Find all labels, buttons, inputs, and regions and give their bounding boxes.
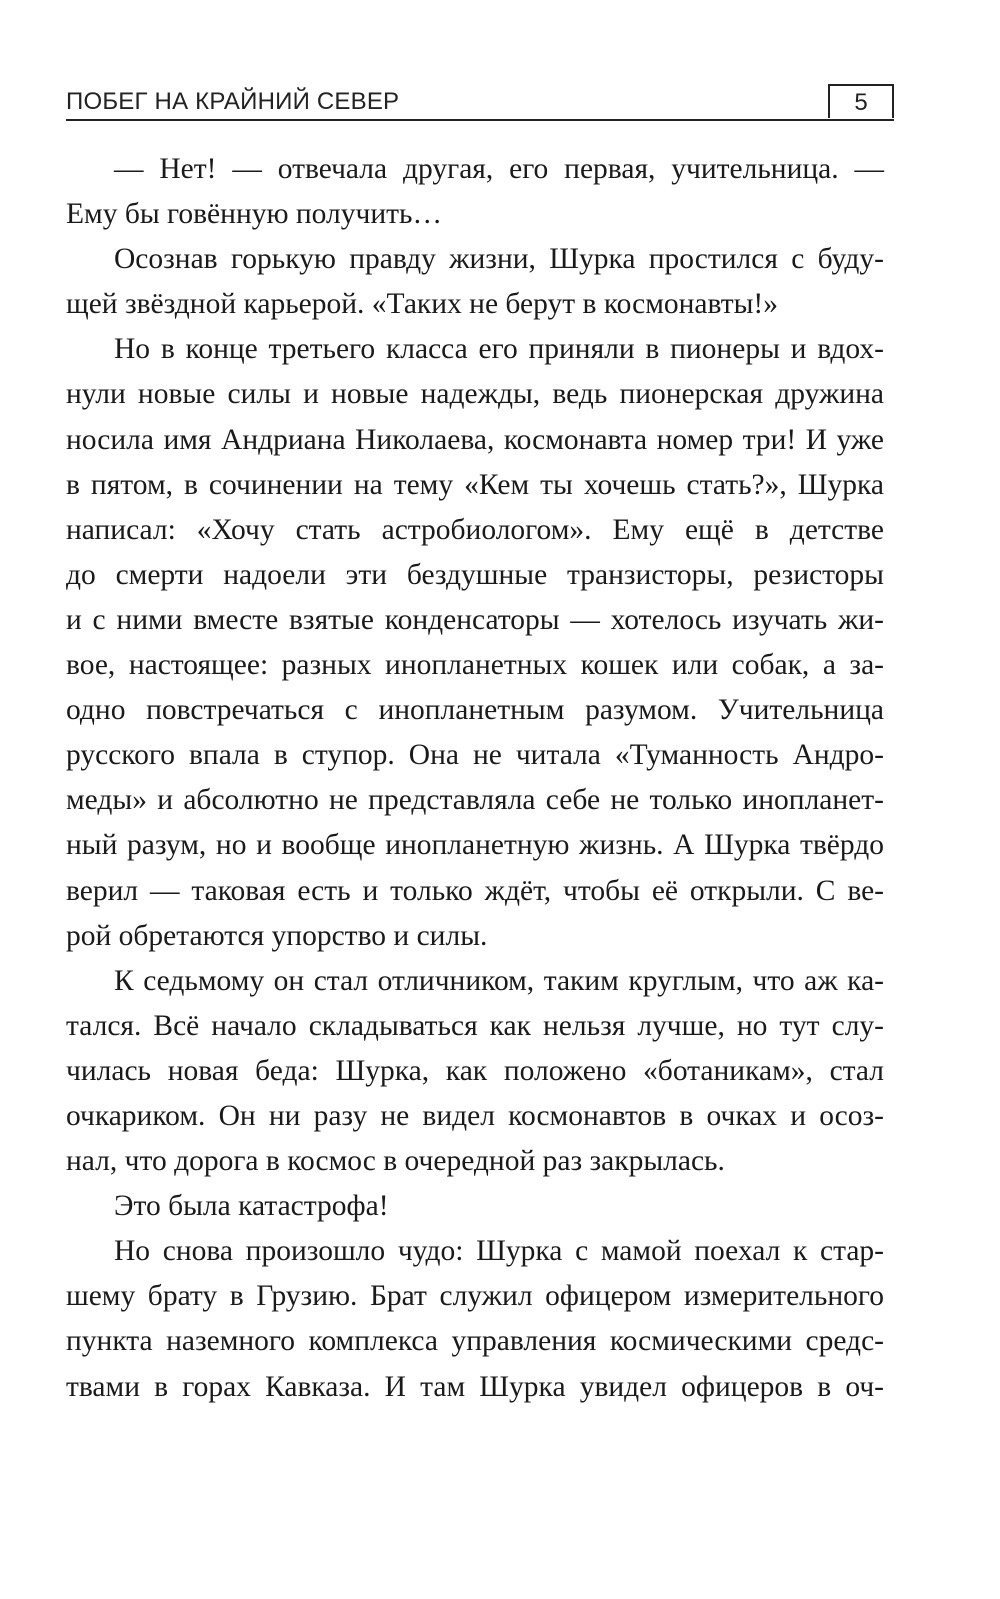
text-line: шему брату в Грузию. Брат служил офицером измерительного bbox=[66, 1280, 884, 1313]
text-line: — Нет! — отвечала другая, его первая, учительница. — bbox=[114, 153, 884, 185]
paragraph bbox=[66, 237, 884, 327]
text-line: ный разум, но и вообще инопланетную жизнь. А Шурка твёрдо bbox=[66, 829, 884, 862]
text-line: и с ними вместе взятые конденсаторы — хотелось изучать жи- bbox=[66, 603, 884, 636]
text-line: одно повстречаться с инопланетным разумом. Учительница bbox=[66, 694, 884, 727]
paragraph bbox=[66, 959, 884, 1184]
text-line: нал, что дорога в космос в очередной раз закрылась. bbox=[66, 1145, 725, 1178]
paragraph bbox=[66, 327, 884, 958]
running-header bbox=[66, 84, 894, 124]
text-line: в пятом, в сочинении на тему «Кем ты хочешь стать?», Шурка bbox=[66, 468, 884, 501]
text-line: чилась новая беда: Шурка, как положено «ботаникам», стал bbox=[66, 1054, 884, 1087]
text-line: рой обретаются упорство и силы. bbox=[66, 919, 488, 952]
text-line: Осознав горькую правду жизни, Шурка простился с буду- bbox=[114, 243, 884, 276]
text-line: русского впала в ступор. Она не читала «Туманность Андро- bbox=[66, 739, 884, 772]
text-line: К седьмому он стал отличником, таким круглым, что аж ка- bbox=[114, 964, 884, 997]
text-line: очкариком. Он ни разу не видел космонавтов в очках и осоз- bbox=[66, 1099, 884, 1132]
text-line: верил — таковая есть и только ждёт, чтобы её открыли. С ве- bbox=[66, 874, 884, 907]
text-line: меды» и абсолютно не представляла себе не только инопланет- bbox=[66, 784, 884, 817]
paragraph bbox=[66, 1184, 884, 1229]
text-line: Это была катастрофа! bbox=[114, 1190, 389, 1223]
text-line: Но снова произошло чудо: Шурка с мамой поехал к стар- bbox=[114, 1235, 884, 1268]
text-line: нули новые силы и новые надежды, ведь пионерская дружина bbox=[66, 378, 884, 411]
body-text bbox=[66, 147, 884, 1410]
text-line: тался. Всё начало складываться как нельзя лучше, но тут слу- bbox=[66, 1009, 884, 1042]
header-rule bbox=[66, 119, 894, 121]
running-title: ПОБЕГ НА КРАЙНИЙ СЕВЕР bbox=[66, 88, 400, 115]
text-line: Ему бы говённую получить… bbox=[66, 198, 442, 231]
paragraph bbox=[66, 1229, 884, 1409]
text-line: твами в горах Кавказа. И там Шурка увидел офицеров в оч- bbox=[66, 1370, 884, 1403]
text-line: написал: «Хочу стать астробиологом». Ему ещё в детстве bbox=[66, 513, 884, 546]
text-line: пункта наземного комплекса управления космическими средс- bbox=[66, 1325, 884, 1358]
text-line: щей звёздной карьерой. «Таких не берут в космонавты!» bbox=[66, 288, 779, 321]
page-number: 5 bbox=[828, 84, 894, 118]
text-line: до смерти надоели эти бездушные транзисторы, резисторы bbox=[66, 558, 884, 591]
text-line: вое, настоящее: разных инопланетных кошек или собак, а за- bbox=[66, 649, 884, 682]
text-line: Но в конце третьего класса его приняли в пионеры и вдох- bbox=[114, 333, 884, 366]
text-line: носила имя Андриана Николаева, космонавта номер три! И уже bbox=[66, 423, 884, 456]
paragraph bbox=[66, 147, 884, 237]
